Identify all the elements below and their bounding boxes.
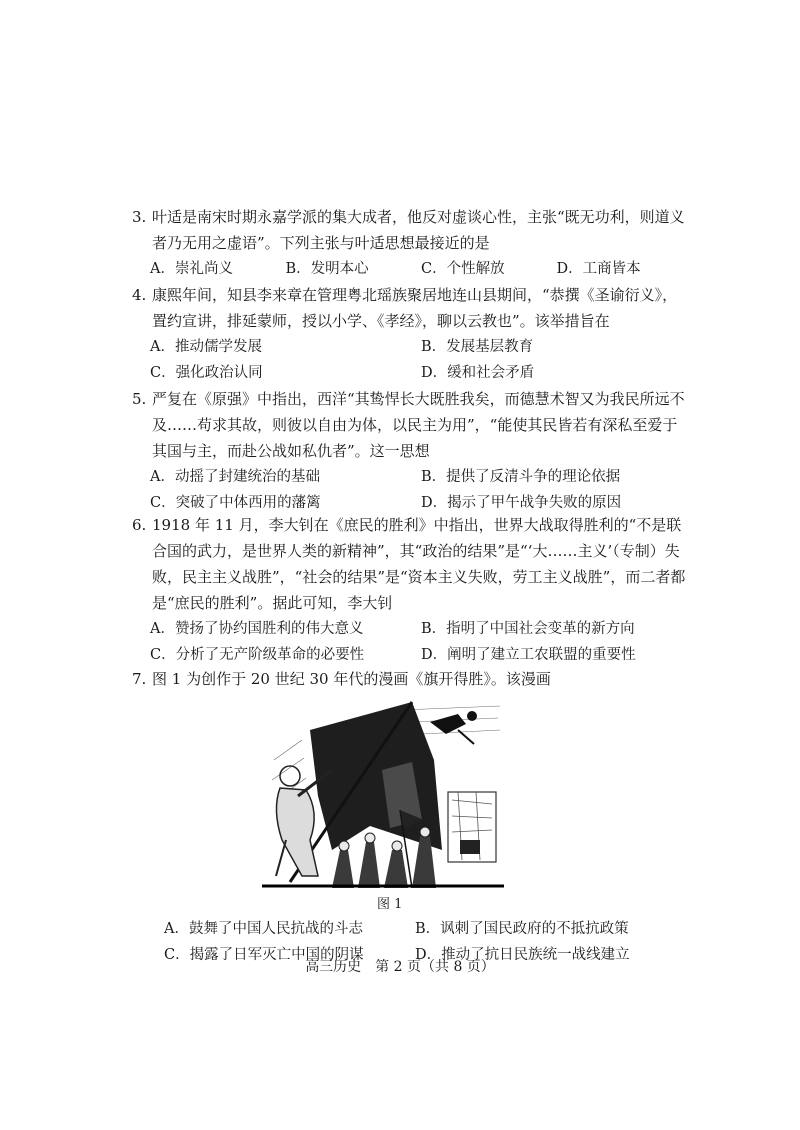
option-a: A．推动儒学发展 (150, 339, 262, 355)
options (132, 464, 692, 516)
figure-caption: 图 1 (377, 897, 403, 912)
option-a: A．赞扬了协约国胜利的伟大意义 (150, 621, 364, 637)
options (132, 616, 692, 668)
option-a: A．动摇了封建统治的基础 (150, 469, 320, 485)
question-6 (132, 512, 692, 668)
option-c: C．突破了中体西用的藩篱 (150, 495, 321, 511)
option-c: C．揭露了日军灭亡中国的阴谋 (164, 947, 364, 963)
option-b: B．提供了反清斗争的理论依据 (421, 469, 621, 485)
question-stem: 严复在《原强》中指出，西洋“其鸷悍长大既胜我矣，而德慧术智又为我民所远不及……苟求其故，则彼以自由为体，以民主为用”，“能使其民皆若有深私至爱于其国与主，而赴公战如私仇者”。这一思想 (152, 390, 685, 460)
option-c: C．强化政治认同 (150, 365, 263, 381)
question-stem: 叶适是南宋时期永嘉学派的集大成者，他反对虚谈心性，主张“既无功利，则道义者乃无用之虚语”。下列主张与叶适思想最接近的是 (152, 208, 685, 252)
cartoon-figure (262, 700, 504, 888)
question-number: 4. (132, 286, 147, 304)
option-a: A．鼓舞了中国人民抗战的斗志 (164, 921, 363, 937)
page-footer: 高三历史 第 2 页（共 8 页） (305, 959, 495, 975)
option-d: D．工商皆本 (556, 261, 641, 277)
question-number: 3. (132, 208, 147, 226)
option-a: A．崇礼尚义 (150, 261, 233, 277)
question-stem: 康熙年间，知县李来章在管理粤北瑶族聚居地连山县期间，“恭撰《圣谕衍义》，置约宣讲，排延蒙师，授以小学、《孝经》，聊以云教也”。该举措旨在 (152, 286, 678, 330)
option-d: D．推动了抗日民族统一战线建立 (415, 947, 630, 963)
question-7 (132, 666, 692, 692)
option-b: B．发明本心 (285, 261, 369, 277)
question-4 (132, 282, 692, 386)
question-3 (132, 204, 692, 282)
option-b: B．指明了中国社会变革的新方向 (421, 621, 635, 637)
options (132, 256, 692, 282)
question-number: 5. (132, 390, 147, 408)
option-d: D．揭示了甲午战争失败的原因 (421, 495, 622, 511)
option-c: C．分析了无产阶级革命的必要性 (150, 647, 365, 663)
question-number: 7. (132, 670, 147, 688)
option-b: B．发展基层教育 (421, 339, 534, 355)
question-stem: 图 1 为创作于 20 世纪 30 年代的漫画《旗开得胜》。该漫画 (152, 670, 551, 688)
question-stem: 1918 年 11 月，李大钊在《庶民的胜利》中指出，世界大战取得胜利的“不是联合国的武力，是世界人类的新精神”，其“政治的结果”是“‘大……主义’（专制）失败，民主主义战胜”，“社会的结果”是“资本主义失败，劳工主义战胜”，而二者都是“庶民的胜利”。据此可知，李大钊 (152, 516, 686, 612)
question-number: 6. (132, 516, 147, 534)
option-b: B．讽刺了国民政府的不抵抗政策 (415, 921, 629, 937)
options (132, 334, 692, 386)
option-d: D．缓和社会矛盾 (421, 365, 535, 381)
option-d: D．阐明了建立工农联盟的重要性 (421, 647, 636, 663)
option-c: C．个性解放 (421, 261, 505, 277)
question-5 (132, 386, 692, 516)
